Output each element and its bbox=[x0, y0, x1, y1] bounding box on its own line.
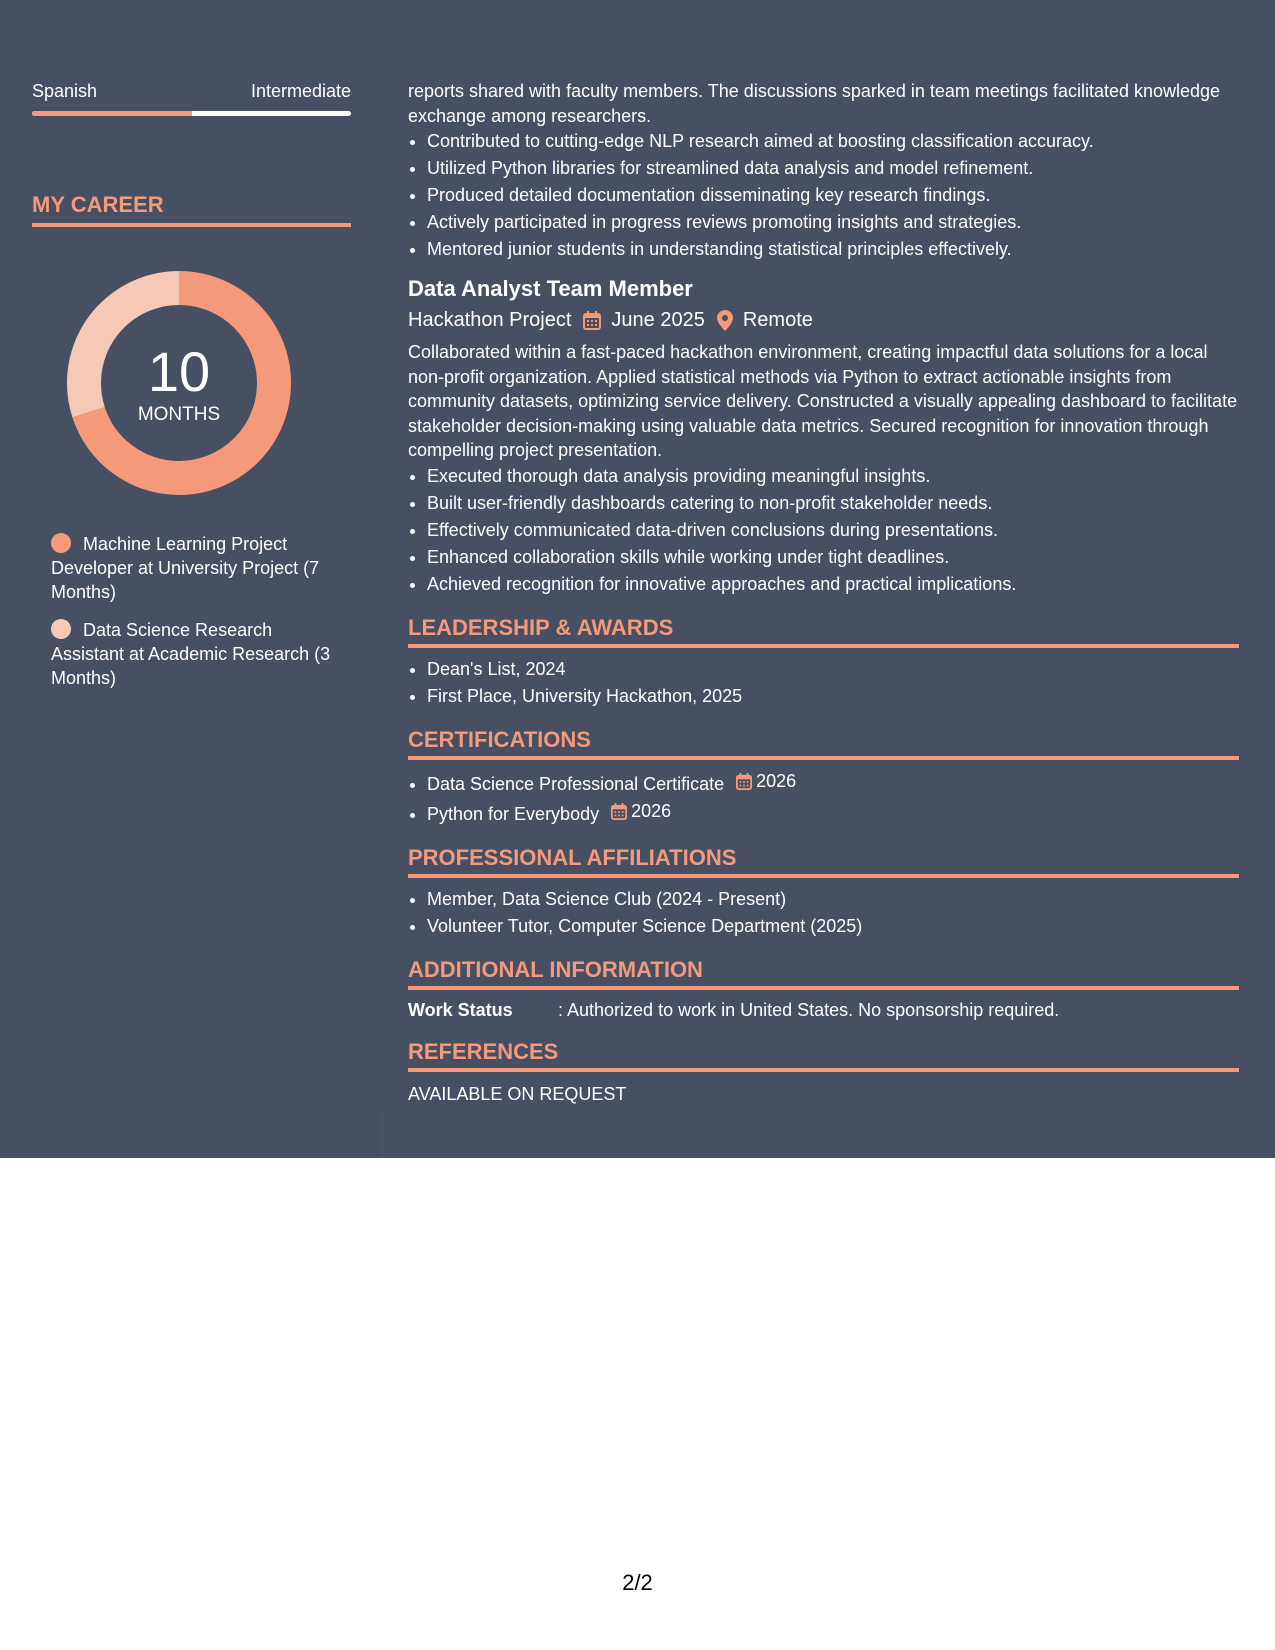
references-heading: REFERENCES bbox=[408, 1039, 1239, 1072]
experience-continued-text: reports shared with faculty members. The discussions sparked in team meetings facilitated knowledge exchange among researchers. bbox=[408, 81, 1221, 126]
list-item: • First Place, University Hackathon, 2025 bbox=[427, 683, 1239, 710]
list-item: • Actively participated in progress reviews promoting insights and strategies. bbox=[427, 209, 1239, 236]
cert-year: 2026 bbox=[631, 800, 672, 821]
donut-total-unit: MONTHS bbox=[137, 404, 221, 425]
list-item bbox=[427, 798, 1239, 828]
location-pin-icon bbox=[717, 310, 733, 331]
language-proficiency-bar bbox=[32, 111, 351, 116]
sidebar bbox=[32, 80, 351, 704]
leadership-list bbox=[408, 656, 1239, 710]
career-heading: MY CAREER bbox=[32, 192, 351, 227]
list-item: • Volunteer Tutor, Computer Science Department (2025) bbox=[427, 913, 1239, 940]
experience-continued-bullets bbox=[408, 128, 1239, 263]
affiliations-list bbox=[408, 886, 1239, 940]
job-title: Data Analyst Team Member bbox=[408, 276, 693, 301]
list-item: • Built user-friendly dashboards catering to non-profit stakeholder needs. bbox=[427, 490, 1239, 517]
legend-dot-icon bbox=[51, 533, 71, 553]
job-bullets bbox=[408, 463, 1239, 598]
calendar-icon bbox=[736, 773, 752, 790]
cert-date bbox=[611, 798, 671, 825]
cert-year: 2026 bbox=[756, 770, 797, 791]
career-legend bbox=[51, 532, 341, 690]
affiliations-heading: PROFESSIONAL AFFILIATIONS bbox=[408, 845, 1239, 878]
list-item: • Produced detailed documentation disseminating key research findings. bbox=[427, 182, 1239, 209]
language-proficiency-fill bbox=[32, 111, 192, 116]
work-status-label: Work Status bbox=[408, 999, 513, 1020]
calendar-icon bbox=[583, 311, 601, 330]
work-status-row bbox=[408, 998, 1239, 1022]
main-column bbox=[408, 79, 1239, 1106]
cert-date bbox=[736, 768, 796, 795]
list-item: • Utilized Python libraries for streamlined data analysis and model refinement. bbox=[427, 155, 1239, 182]
certifications-list bbox=[408, 768, 1239, 828]
certifications-heading: CERTIFICATIONS bbox=[408, 727, 1239, 760]
legend-item bbox=[51, 532, 341, 604]
list-item: • Contributed to cutting-edge NLP research aimed at boosting classification accuracy. bbox=[427, 128, 1239, 155]
list-item: • Executed thorough data analysis providing meaningful insights. bbox=[427, 463, 1239, 490]
legend-label: Machine Learning Project Developer at University Project (7 Months) bbox=[51, 534, 320, 602]
career-donut-chart bbox=[66, 270, 292, 496]
references-text: AVAILABLE ON REQUEST bbox=[408, 1083, 627, 1104]
list-item: • Achieved recognition for innovative approaches and practical implications. bbox=[427, 571, 1239, 598]
job-meta bbox=[408, 307, 1239, 333]
list-item: • Mentored junior students in understanding statistical principles effectively. bbox=[427, 236, 1239, 263]
column-divider bbox=[382, 1110, 383, 1158]
job-location: Remote bbox=[742, 309, 813, 331]
job-org: Hackathon Project bbox=[408, 309, 572, 331]
donut-center bbox=[66, 270, 292, 496]
language-name: Spanish bbox=[32, 81, 98, 101]
page-number: 2/2 bbox=[622, 1570, 653, 1595]
additional-info-heading: ADDITIONAL INFORMATION bbox=[408, 957, 1239, 990]
list-item: • Enhanced collaboration skills while working under tight deadlines. bbox=[427, 544, 1239, 571]
list-item: • Dean's List, 2024 bbox=[427, 656, 1239, 683]
language-row bbox=[32, 80, 351, 102]
cert-name: Data Science Professional Certificate bbox=[427, 773, 725, 794]
legend-item bbox=[51, 618, 341, 690]
list-item bbox=[427, 768, 1239, 798]
list-item: • Member, Data Science Club (2024 - Present) bbox=[427, 886, 1239, 913]
calendar-icon bbox=[611, 803, 627, 820]
cert-name: Python for Everybody bbox=[427, 803, 600, 824]
donut-total-value: 10 bbox=[147, 340, 211, 403]
job-description: Collaborated within a fast-paced hackathon environment, creating impactful data solutions for a local non-profit organization. Applied statistical methods via Python to extract actionable insights from community datasets, optimizing service delivery. Constructed a visually appealing dashboard to facilitate stakeholder decision-making using valuable data metrics. Secured recognition for innovation through compelling project presentation. bbox=[408, 342, 1238, 460]
list-item: • Effectively communicated data-driven conclusions during presentations. bbox=[427, 517, 1239, 544]
job-date: June 2025 bbox=[611, 309, 705, 331]
language-level: Intermediate bbox=[250, 81, 351, 101]
work-status-value: : Authorized to work in United States. No sponsorship required. bbox=[558, 999, 1060, 1020]
leadership-heading: LEADERSHIP & AWARDS bbox=[408, 615, 1239, 648]
legend-label: Data Science Research Assistant at Academic Research (3 Months) bbox=[51, 620, 331, 688]
legend-dot-icon bbox=[51, 619, 71, 639]
